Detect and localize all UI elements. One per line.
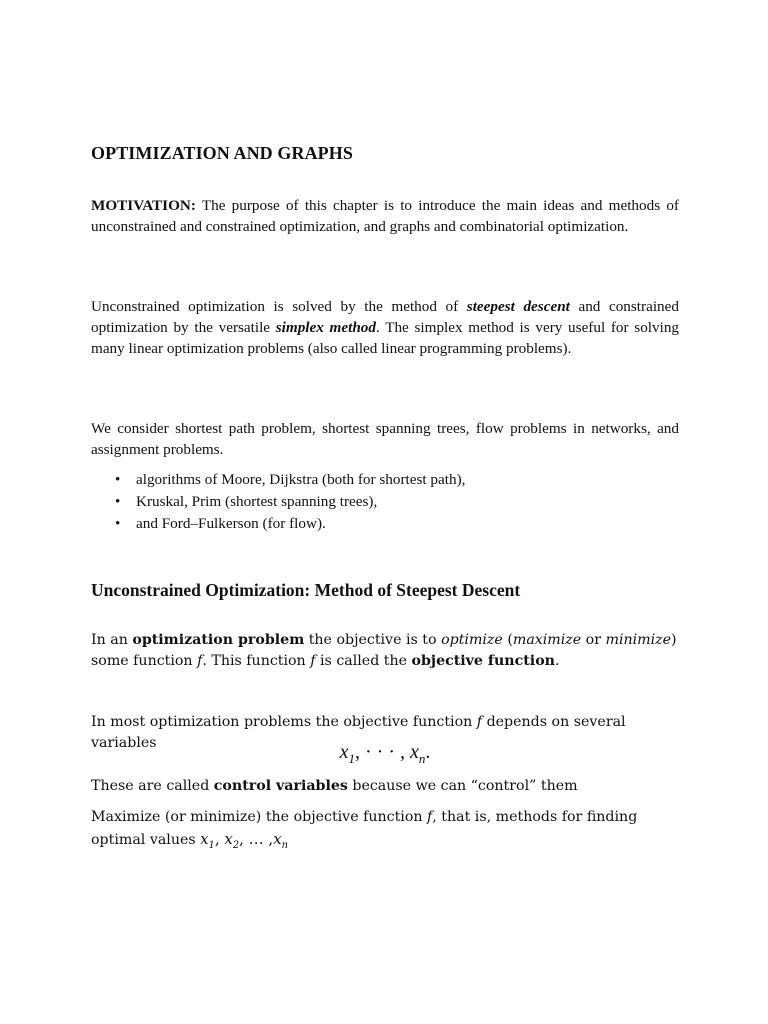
math-subscript: n bbox=[281, 840, 288, 851]
function-symbol: f bbox=[427, 809, 433, 825]
control-text-2: because we can “control” them bbox=[347, 778, 578, 794]
variables-formula bbox=[91, 741, 679, 767]
def-text-7: is called the bbox=[315, 653, 412, 669]
methods-text-2: and constrained optimization by the versatile bbox=[91, 298, 679, 336]
math-ellipsis: … , bbox=[248, 830, 274, 848]
list-item-text: and Ford–Fulkerson (for flow). bbox=[136, 515, 326, 532]
math-subscript: 2 bbox=[232, 840, 240, 851]
control-variables-term: control variables bbox=[213, 778, 348, 794]
def-text-8: . bbox=[554, 653, 560, 669]
maximize-paragraph bbox=[91, 806, 679, 857]
optimal-values-formula bbox=[200, 830, 288, 851]
def-text-4: or bbox=[581, 632, 606, 648]
list-item-text: algorithms of Moore, Dijkstra (both for shortest path), bbox=[136, 471, 466, 488]
maximize-text-2: , that is, methods for finding optimal values bbox=[91, 809, 638, 848]
function-symbol: f bbox=[197, 653, 203, 669]
def-text-2: the objective is to bbox=[304, 632, 442, 648]
function-symbol: f bbox=[310, 653, 316, 669]
steepest-descent-term: steepest descent bbox=[466, 298, 570, 315]
math-separator: , · · · , bbox=[355, 741, 410, 763]
methods-paragraph bbox=[91, 296, 679, 359]
maximize-text-1: Maximize (or minimize) the objective function bbox=[91, 809, 428, 825]
math-x: x bbox=[224, 830, 233, 848]
motivation-label: MOTIVATION: bbox=[91, 197, 196, 214]
def-text-3: ( bbox=[502, 632, 513, 648]
minimize-term: minimize bbox=[605, 632, 672, 648]
list-item-text: Kruskal, Prim (shortest spanning trees), bbox=[136, 493, 378, 510]
variables-text-1: In most optimization problems the objective function bbox=[91, 714, 477, 730]
math-subscript: n bbox=[418, 751, 426, 766]
maximize-term: maximize bbox=[512, 632, 582, 648]
function-symbol: f bbox=[476, 714, 483, 730]
control-text-1: These are called bbox=[91, 778, 214, 794]
chapter-title: OPTIMIZATION AND GRAPHS bbox=[91, 143, 353, 163]
control-variables-paragraph bbox=[91, 776, 679, 797]
methods-text-3: . The simplex method is very useful for solving many linear optimization problems (also called linear programming problems). bbox=[91, 319, 680, 357]
motivation-text: The purpose of this chapter is to introduce the main ideas and methods of unconstrained and constrained optimization, and graphs and combinatorial optimization. bbox=[91, 197, 679, 235]
math-x: x bbox=[409, 741, 419, 763]
optimize-term: optimize bbox=[441, 632, 503, 648]
variables-text-2: depends on several variables bbox=[91, 714, 626, 751]
math-comma: , bbox=[214, 830, 225, 848]
def-text-6: . This function bbox=[202, 653, 311, 669]
definition-paragraph bbox=[91, 630, 679, 672]
list-item bbox=[91, 491, 679, 513]
math-subscript: 1 bbox=[208, 840, 215, 851]
math-subscript: 1 bbox=[348, 751, 355, 766]
simplex-method-term: simplex method bbox=[275, 319, 376, 336]
methods-text-1: Unconstrained optimization is solved by the method of bbox=[91, 298, 467, 315]
optimization-problem-term: optimization problem bbox=[132, 632, 305, 648]
math-x: x bbox=[273, 830, 282, 848]
math-comma: , bbox=[239, 830, 249, 848]
algorithm-list bbox=[91, 469, 679, 535]
list-item bbox=[91, 469, 679, 491]
def-text-5: ) some function bbox=[91, 632, 677, 669]
math-x: x bbox=[200, 830, 209, 848]
objective-function-term: objective function bbox=[411, 653, 555, 669]
bullet-icon: • bbox=[115, 471, 121, 488]
graphs-paragraph: We consider shortest path problem, shortest spanning trees, flow problems in networks, and assignment problems. bbox=[91, 420, 679, 458]
list-item bbox=[91, 513, 679, 535]
math-x: x bbox=[339, 741, 349, 763]
motivation-paragraph bbox=[91, 195, 679, 237]
bullet-icon: • bbox=[115, 515, 121, 532]
section-heading: Unconstrained Optimization: Method of Steepest Descent bbox=[91, 580, 521, 600]
math-period: . bbox=[425, 741, 431, 763]
bullet-icon: • bbox=[115, 493, 121, 510]
def-text-1: In an bbox=[91, 632, 133, 648]
